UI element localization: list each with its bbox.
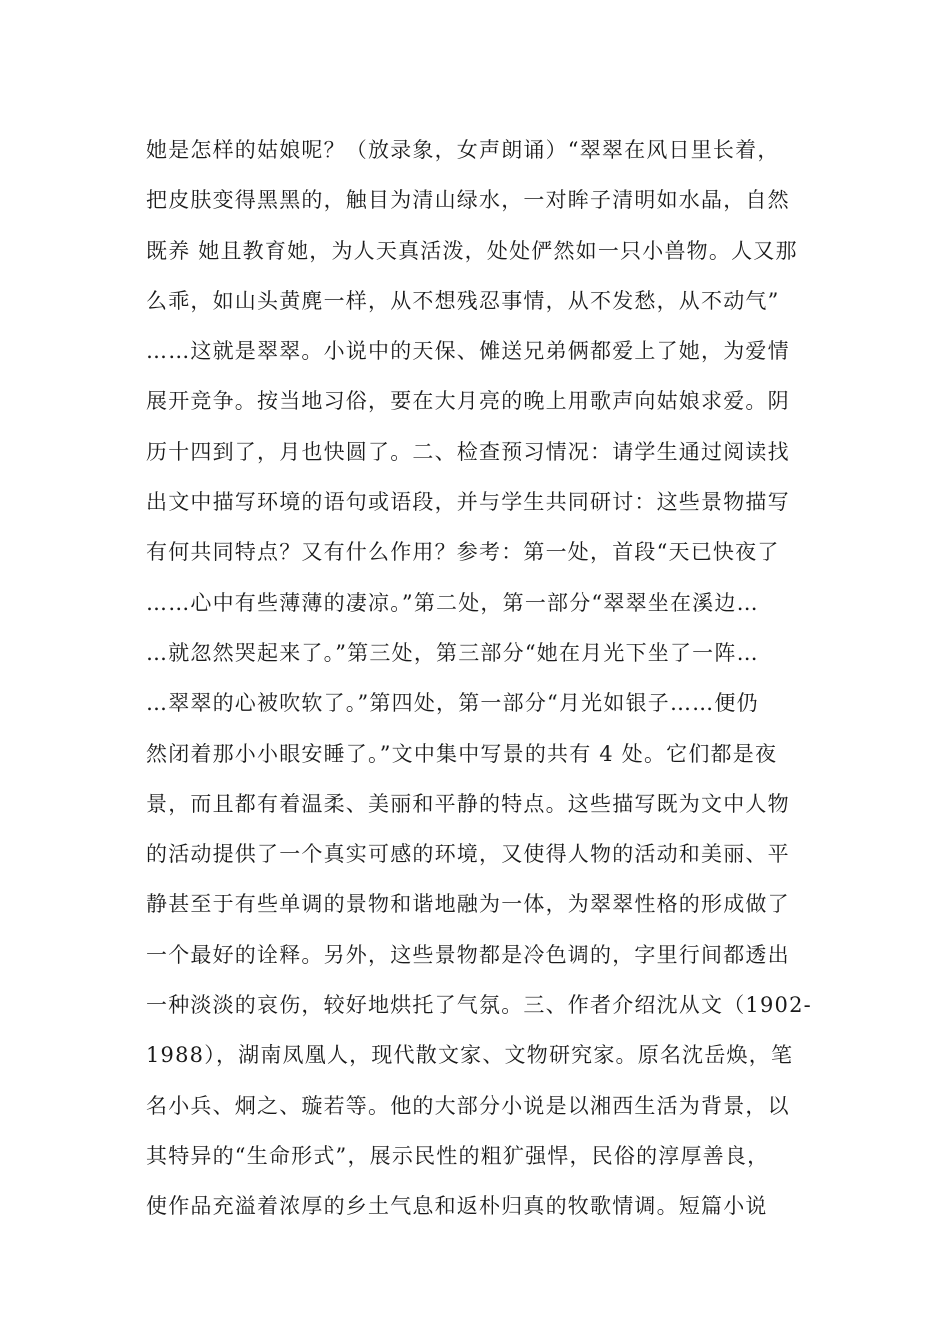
text-line: 既养 她且教育她，为人天真活泼，处处俨然如一只小兽物。人又那 [146, 238, 798, 263]
text-line: 景，而且都有着温柔、美丽和平静的特点。这些描写既为文中人物 [146, 791, 790, 816]
text-line: 展开竞争。按当地习俗，要在大月亮的晚上用歌声向姑娘求爱。阴 [146, 389, 790, 414]
text-line: 名小兵、炯之、璇若等。他的大部分小说是以湘西生活为背景，以 [146, 1093, 790, 1118]
text-line: 她是怎样的姑娘呢？（放录象，女声朗诵）“翠翠在风日里长着， [146, 138, 780, 162]
text-line: 出文中描写环境的语句或语段，并与学生共同研讨：这些景物描写 [146, 490, 790, 515]
text-line: 么乖，如山头黄麂一样，从不想残忍事情，从不发愁，从不动气” [146, 288, 780, 313]
text-line: 使作品充溢着浓厚的乡土气息和返朴归真的牧歌情调。短篇小说 [146, 1194, 768, 1219]
body-text [146, 132, 810, 1239]
text-line: 一个最好的诠释。另外，这些景物都是冷色调的，字里行间都透出 [146, 942, 790, 967]
text-line: 然闭着那小小眼安睡了。”文中集中写景的共有 4 处。它们都是夜 [146, 741, 778, 766]
text-line: 其特异的“生命形式”，展示民性的粗犷强悍，民俗的淳厚善良， [146, 1143, 770, 1168]
text-line: 一种淡淡的哀伤，较好地烘托了气氛。三、作者介绍沈从文（1902- [146, 993, 812, 1018]
text-line: 静甚至于有些单调的景物和谐地融为一体，为翠翠性格的形成做了 [146, 892, 790, 917]
text-line: 1988），湖南凤凰人，现代散文家、文物研究家。原名沈岳焕，笔 [146, 1043, 794, 1068]
text-line: 的活动提供了一个真实可感的环境，又使得人物的活动和美丽、平 [146, 842, 790, 867]
text-line: 有何共同特点？又有什么作用？参考：第一处，首段“天已快夜了 [146, 540, 780, 565]
text-line: ……这就是翠翠。小说中的天保、傩送兄弟俩都爱上了她，为爱情 [146, 339, 790, 364]
text-line: ……心中有些薄薄的凄凉。”第二处，第一部分“翠翠坐在溪边… [146, 590, 759, 615]
text-line: 历十四到了，月也快圆了。二、检查预习情况：请学生通过阅读找 [146, 439, 790, 464]
text-line: …翠翠的心被吹软了。”第四处，第一部分“月光如银子……便仍 [146, 691, 759, 716]
text-line: 把皮肤变得黑黑的，触目为清山绿水，一对眸子清明如水晶，自然 [146, 188, 790, 213]
text-line: …就忽然哭起来了。”第三处，第三部分“她在月光下坐了一阵… [146, 640, 759, 665]
